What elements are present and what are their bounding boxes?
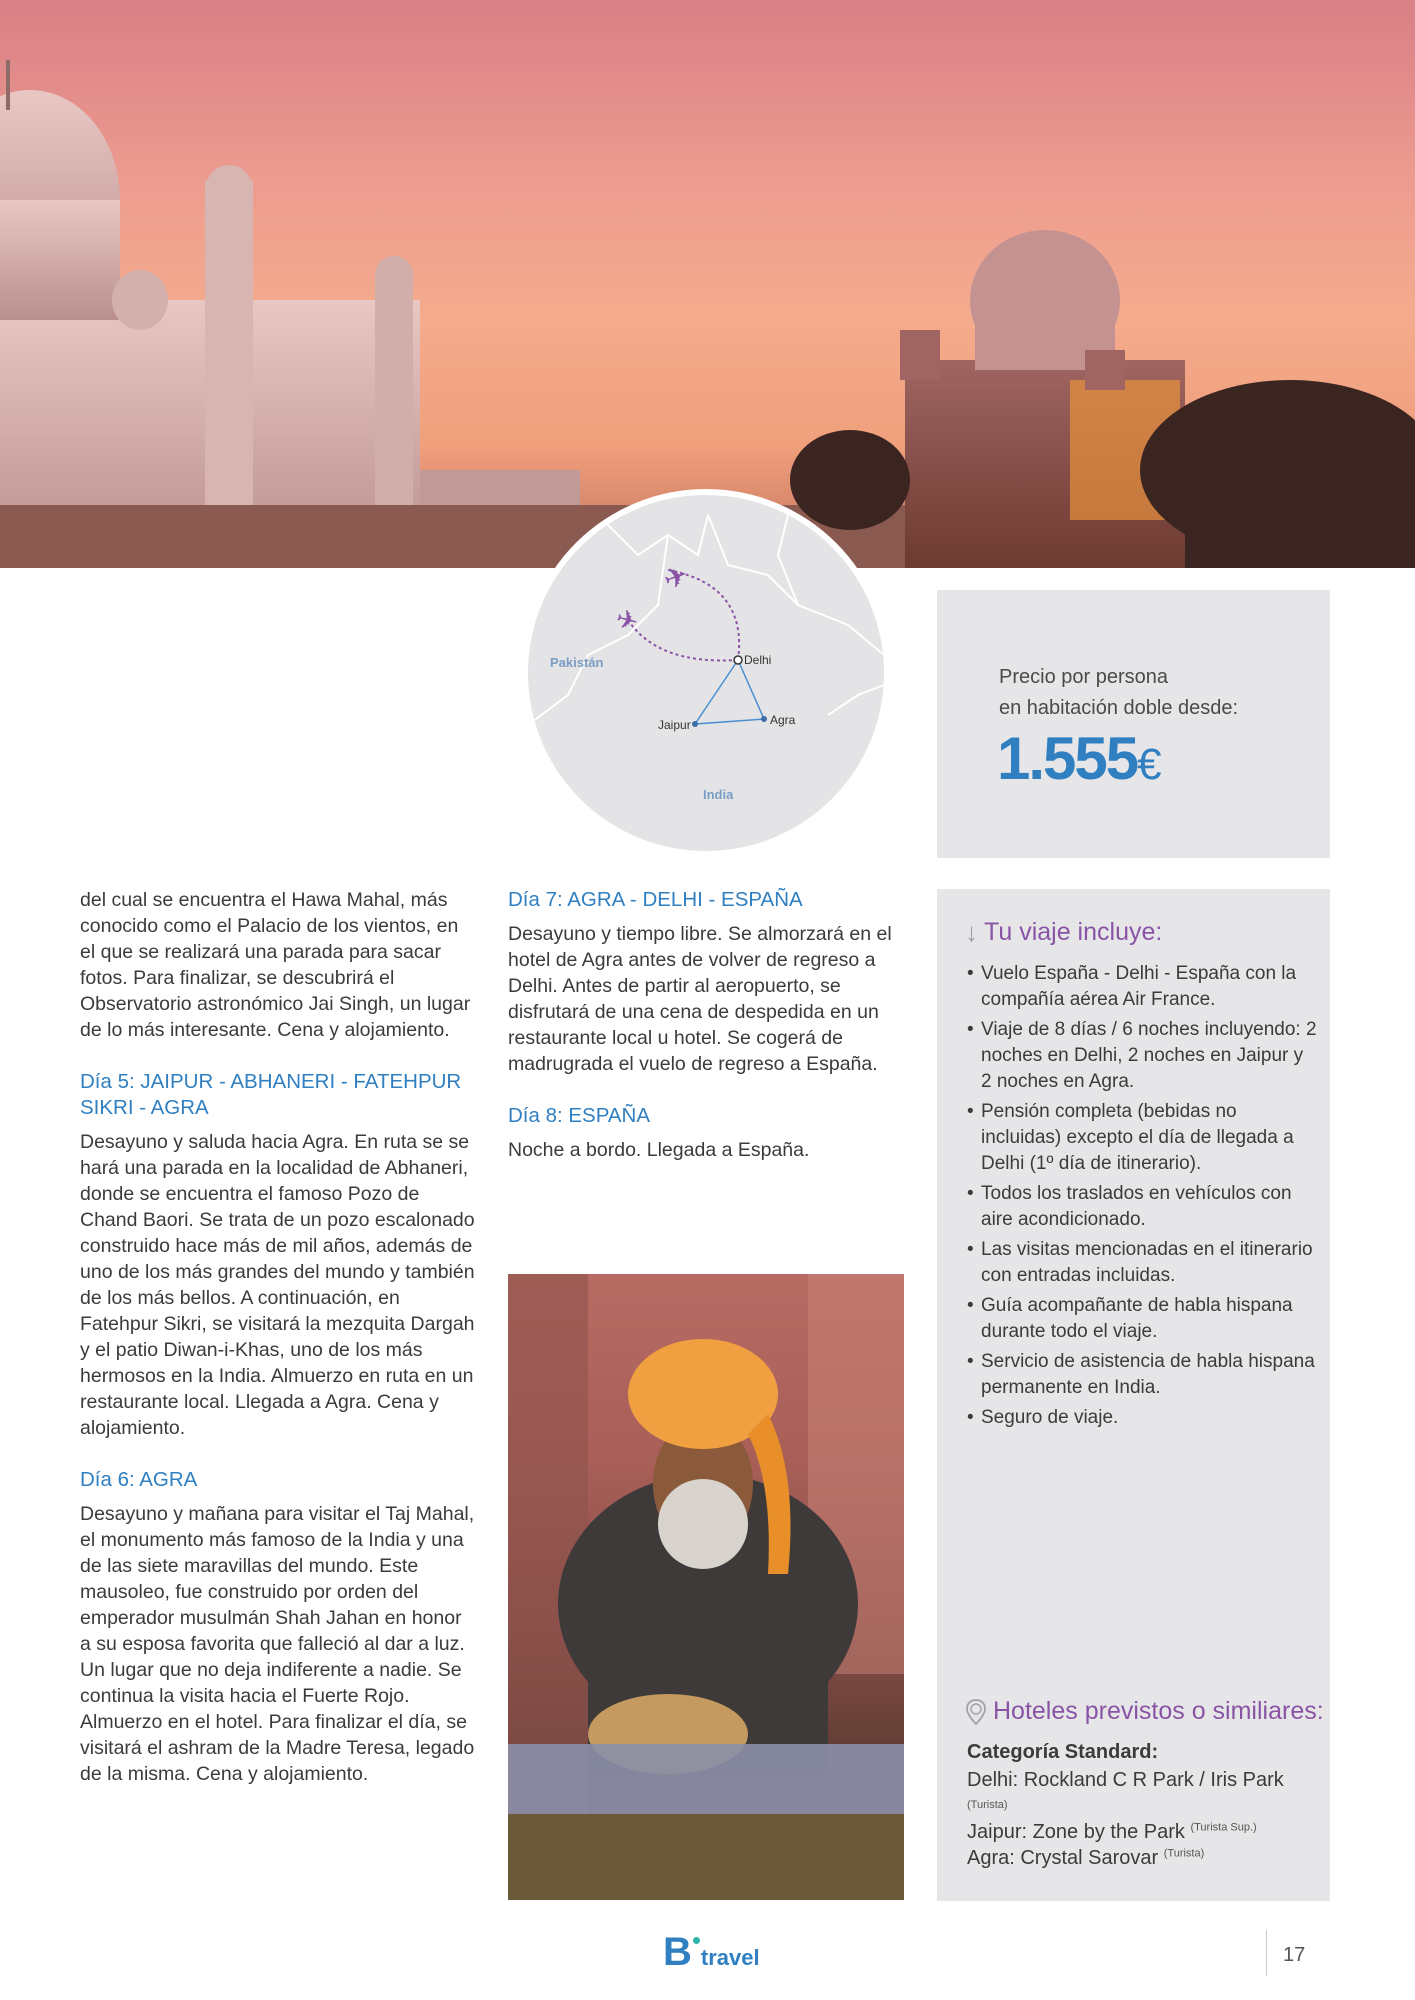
day7-heading: Día 7: AGRA - DELHI - ESPAÑA bbox=[508, 888, 803, 911]
price-box bbox=[937, 590, 1330, 858]
includes-item: • Las visitas mencionadas en el itinerario con entradas incluidas. bbox=[967, 1237, 1317, 1289]
day5-heading: Día 5: JAIPUR - ABHANERI - FATEHPUR SIKRI - AGRA bbox=[80, 1070, 462, 1119]
includes-title bbox=[965, 917, 1162, 948]
map-label-delhi: Delhi bbox=[744, 653, 772, 667]
itinerary-left-column bbox=[80, 887, 475, 1787]
includes-item: • Viaje de 8 días / 6 noches incluyendo: 2 noches en Delhi, 2 noches en Jaipur y 2 noches en Agra. bbox=[967, 1017, 1317, 1095]
hotels-title-text: Hoteles previstos o similiares: bbox=[993, 1697, 1324, 1725]
route-map bbox=[528, 495, 884, 851]
includes-item: • Pensión completa (bebidas no incluidas) excepto el día de llegada a Delhi (1º día de itinerario). bbox=[967, 1099, 1317, 1177]
price-value bbox=[997, 724, 1162, 793]
page-number-divider bbox=[1266, 1930, 1267, 1976]
hotel-delhi-category: (Turista) bbox=[967, 1799, 1008, 1811]
includes-box bbox=[937, 889, 1330, 1901]
price-currency: € bbox=[1137, 740, 1162, 789]
hotel-agra-category: (Turista) bbox=[1163, 1847, 1205, 1860]
plane-icon: ✈ bbox=[612, 602, 642, 638]
includes-item: • Guía acompañante de habla hispana durante todo el viaje. bbox=[967, 1293, 1317, 1345]
day7-paragraph: Desayuno y tiempo libre. Se almorzará en el hotel de Agra antes de volver de regreso a Delhi. Antes de partir al aeropuerto, se disfrutará de una cena de despedida en un restaurante local u hotel. Se cogerá de madrugrada el vuelo de regreso a España. bbox=[508, 923, 892, 1075]
intro-paragraph: del cual se encuentra el Hawa Mahal, más conocido como el Palacio de los vientos, en el que se realizará una parada para sacar fotos. Para finalizar, se descubrirá el Observatorio astronómico Jai Singh, un lugar de lo más interesante. Cena y alojamiento. bbox=[80, 889, 471, 1041]
itinerary-middle-column bbox=[508, 887, 908, 1163]
map-label-agra: Agra bbox=[770, 713, 796, 727]
includes-item: • Todos los traslados en vehículos con aire acondicionado. bbox=[967, 1181, 1317, 1233]
hotel-pin-icon bbox=[965, 1699, 987, 1725]
hotels-title bbox=[965, 1697, 1324, 1726]
logo-text: travel bbox=[700, 1945, 760, 1970]
taj-mahal-silhouette bbox=[0, 0, 1415, 568]
hotels-category: Categoría Standard: bbox=[967, 1741, 1159, 1763]
plane-icon: ✈ bbox=[659, 558, 693, 597]
day8-heading: Día 8: ESPAÑA bbox=[508, 1104, 651, 1127]
price-label-line2: en habitación doble desde: bbox=[999, 697, 1239, 719]
hotel-delhi: Delhi: Rockland C R Park / Iris Park bbox=[967, 1769, 1284, 1791]
day5-paragraph: Desayuno y saluda hacia Agra. En ruta se se hará una parada en la localidad de Abhaneri, donde se encuentra el famoso Pozo de Chand Baori. Se trata de un pozo escalonado construido hace más de mil años, además de uno de los más grandes del mundo y también de los más bellos. A continuación, en Fatehpur Sikri, se visitará la mezquita Dargah y el patio Diwan-i-Khas, uno de los más hermosos en la India. Almuerzo en ruta en un restaurante local. Llegada a Agra. Cena y alojamiento. bbox=[80, 1131, 475, 1439]
hotel-jaipur: Jaipur: Zone by the Park bbox=[967, 1821, 1185, 1843]
includes-title-text: Tu viaje incluye: bbox=[984, 918, 1163, 946]
logo-b: B bbox=[663, 1930, 692, 1974]
includes-item: • Seguro de viaje. bbox=[967, 1405, 1317, 1431]
includes-item: • Vuelo España - Delhi - España con la compañía aérea Air France. bbox=[967, 961, 1317, 1013]
day8-paragraph: Noche a bordo. Llegada a España. bbox=[508, 1139, 810, 1161]
arrow-down-icon: ↓ bbox=[965, 917, 978, 947]
price-label-line1: Precio por persona bbox=[999, 666, 1168, 688]
map-label-pakistan: Pakistán bbox=[550, 655, 604, 670]
includes-item: • Servicio de asistencia de habla hispana permanente en India. bbox=[967, 1349, 1317, 1401]
price-amount: 1.555 bbox=[997, 725, 1138, 792]
price-label bbox=[999, 662, 1319, 724]
portrait-illustration bbox=[508, 1274, 904, 1900]
day6-heading: Día 6: AGRA bbox=[80, 1468, 198, 1491]
portrait-photo-sadhu bbox=[508, 1274, 904, 1900]
hotel-jaipur-category: (Turista Sup.) bbox=[1190, 1821, 1257, 1834]
map-label-india: India bbox=[703, 787, 734, 802]
hotel-agra-row bbox=[967, 1847, 1204, 1870]
hotel-agra: Agra: Crystal Sarovar bbox=[967, 1847, 1159, 1869]
day6-paragraph: Desayuno y mañana para visitar el Taj Mahal, el monumento más famoso de la India y una de las siete maravillas del mundo. Este mausoleo, fue construido por orden del emperador musulmán Shah Jahan en honor a su esposa favorita que falleció al dar a luz. Un lugar que no deja indiferente a nadie. Se continua la visita hacia el Fuerte Rojo. Almuerzo en el hotel. Para finalizar el día, se visitará el ashram de la Madre Teresa, legado de la misma. Cena y alojamiento. bbox=[80, 1503, 475, 1785]
hotel-jaipur-row bbox=[967, 1821, 1257, 1844]
page-number: 17 bbox=[1283, 1944, 1306, 1966]
logo-dot bbox=[693, 1937, 700, 1944]
btravel-logo bbox=[663, 1930, 760, 1974]
hero-photo-taj-mahal bbox=[0, 0, 1415, 568]
map-label-jaipur: Jaipur bbox=[658, 718, 691, 732]
includes-list bbox=[967, 961, 1317, 1435]
